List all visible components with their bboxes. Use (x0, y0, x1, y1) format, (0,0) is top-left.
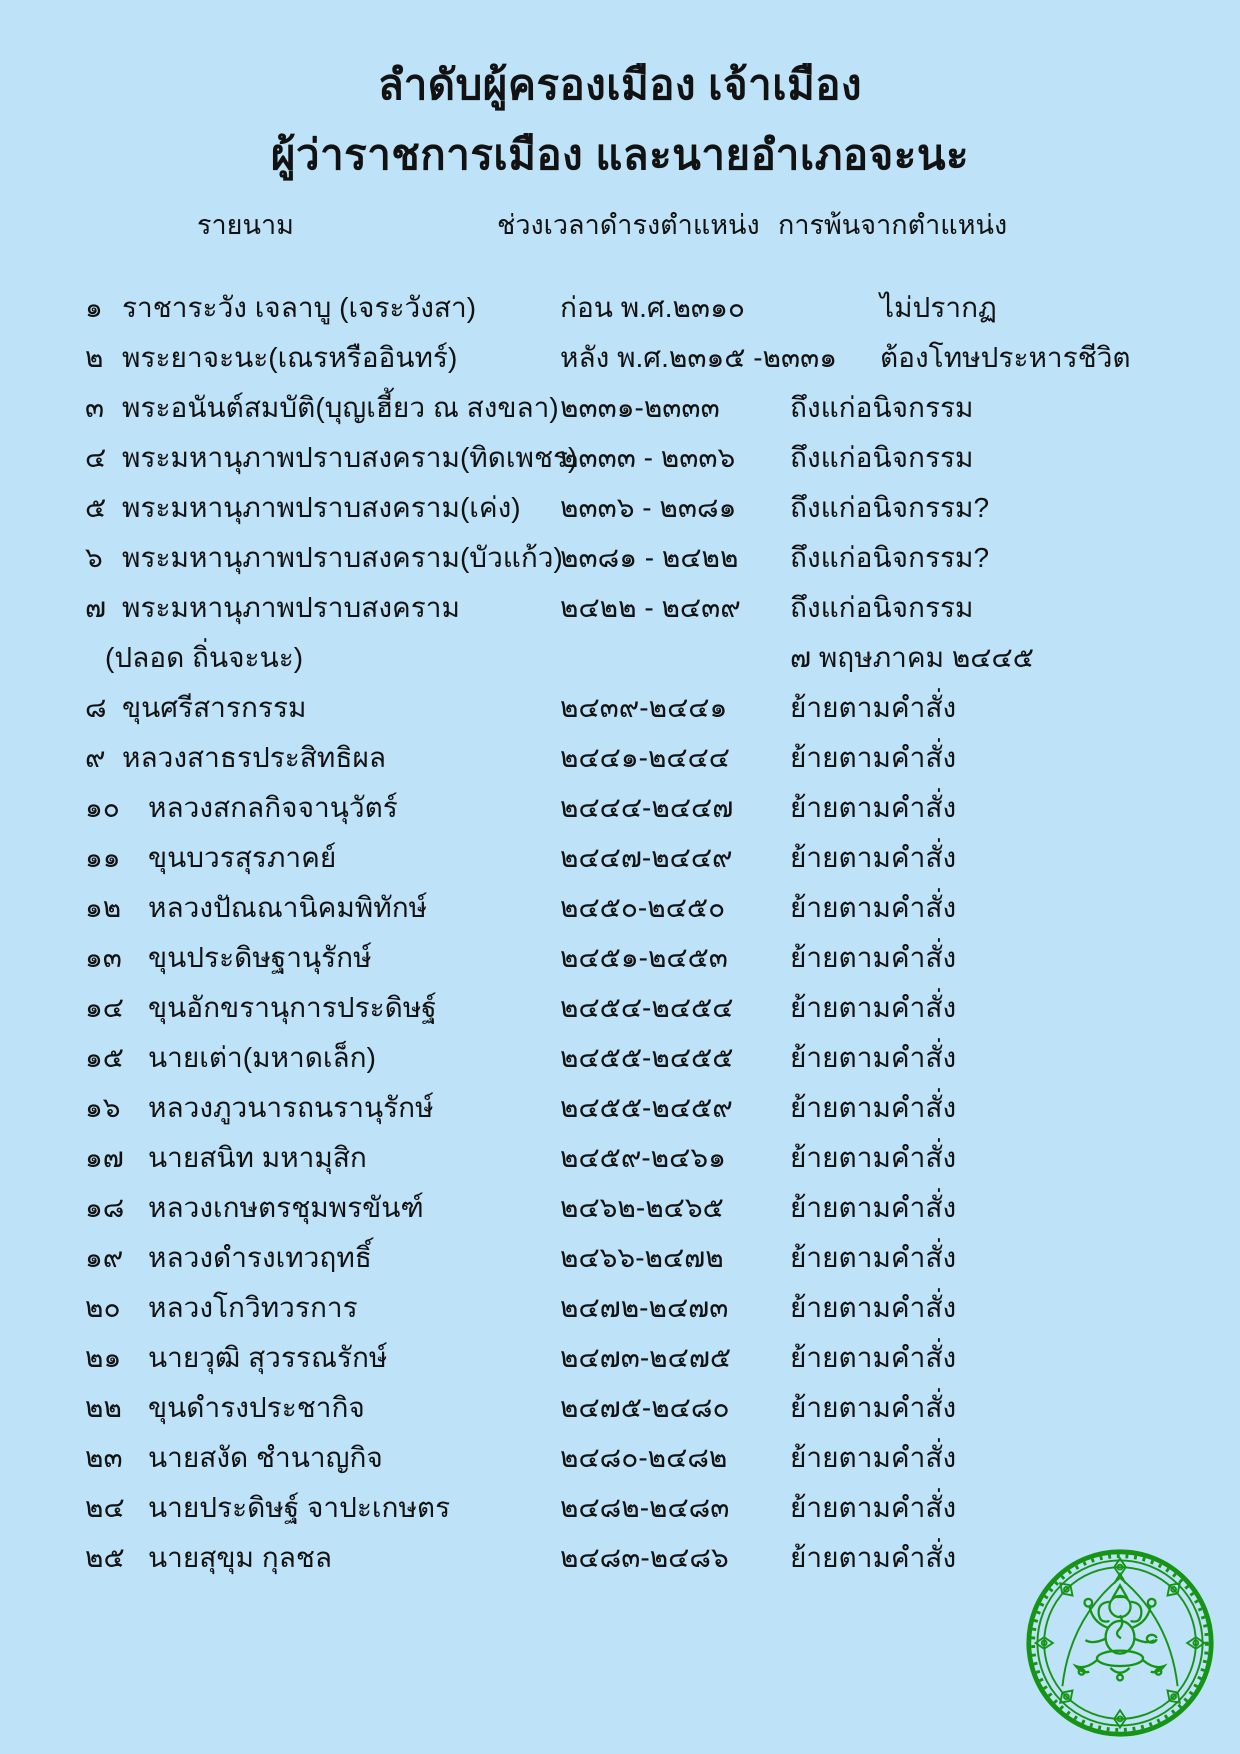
person-name: ขุนอักขรานุการประดิษฐ์ (148, 992, 437, 1023)
departure-reason: ถึงแก่อนิจกรรม? (790, 542, 990, 573)
person-name: หลวงโกวิทวรการ (148, 1292, 358, 1323)
person-name: หลวงภูวนารถนรานุรักษ์ (148, 1092, 434, 1123)
tenure-period: ๒๓๓๑-๒๓๓๓ (560, 392, 720, 423)
person-name: (ปลอด ถิ่นจะนะ) (105, 642, 304, 673)
row-number: ๒๔ (85, 1492, 125, 1523)
page-title-line1: ลำดับผู้ครองเมือง เจ้าเมือง (377, 61, 863, 108)
row-number: ๓ (85, 392, 105, 423)
row-number: ๑๒ (85, 892, 122, 923)
tenure-period: ๒๔๘๒-๒๔๘๓ (560, 1492, 730, 1523)
row-number: ๒๕ (85, 1542, 125, 1573)
departure-reason: ย้ายตามคำสั่ง (790, 892, 957, 923)
tenure-period: ๒๔๖๒-๒๔๖๕ (560, 1192, 724, 1223)
column-header-name: รายนาม (197, 210, 294, 240)
row-number: ๒๒ (85, 1392, 122, 1423)
person-name: นายสุขุม กุลชล (148, 1542, 333, 1573)
table-row (0, 583, 1240, 633)
person-name: ขุนศรีสารกรรม (122, 692, 307, 723)
person-name: นายประดิษฐ์ จาปะเกษตร (148, 1492, 451, 1523)
row-number: ๖ (85, 542, 103, 573)
person-name: ราชาระวัง เจลาบู (เจระวังสา) (122, 292, 477, 323)
person-name: พระยาจะนะ(เณรหรืออินทร์) (122, 342, 458, 373)
table-row (0, 683, 1240, 733)
departure-reason: ถึงแก่อนิจกรรม (790, 442, 974, 473)
person-name: หลวงสกลกิจจานุวัตร์ (148, 792, 398, 823)
departure-reason: ย้ายตามคำสั่ง (790, 1242, 957, 1273)
table-row (0, 1233, 1240, 1283)
row-number: ๗ (85, 592, 107, 623)
table-row (0, 1433, 1240, 1483)
tenure-period: ๒๔๘๓-๒๔๘๖ (560, 1542, 729, 1573)
table-row (0, 1283, 1240, 1333)
tenure-period: ก่อน พ.ศ.๒๓๑๐ (560, 292, 745, 323)
row-number: ๕ (85, 492, 107, 523)
person-name: พระมหานุภาพปราบสงคราม(ทิดเพชร) (122, 442, 578, 473)
person-name: ขุนประดิษฐานุรักษ์ (148, 942, 372, 973)
row-number: ๑๗ (85, 1142, 124, 1173)
row-number: ๑๖ (85, 1092, 121, 1123)
person-name: พระมหานุภาพปราบสงคราม (122, 592, 460, 623)
tenure-period: ๒๔๒๒ - ๒๔๓๙ (560, 592, 741, 623)
row-number: ๑๔ (85, 992, 124, 1023)
tenure-period: ๒๔๔๔-๒๔๔๗ (560, 792, 734, 823)
departure-reason: ถึงแก่อนิจกรรม (790, 592, 974, 623)
row-number: ๒๐ (85, 1292, 121, 1323)
departure-reason: ย้ายตามคำสั่ง (790, 1342, 957, 1373)
row-number: ๔ (85, 442, 107, 473)
tenure-period: ๒๔๕๕-๒๔๕๕ (560, 1042, 734, 1073)
table-row (0, 533, 1240, 583)
tenure-period: ๒๔๗๕-๒๔๘๐ (560, 1392, 730, 1423)
person-name: นายสนิท มหามุสิก (148, 1142, 367, 1173)
tenure-period: ๒๔๔๗-๒๔๔๙ (560, 842, 733, 873)
person-name: พระอนันต์สมบัติ(บุญเฮี้ยว ณ สงขลา) (122, 392, 559, 423)
table-row (0, 1133, 1240, 1183)
departure-reason: ย้ายตามคำสั่ง (790, 792, 957, 823)
person-name: นายเต่า(มหาดเล็ก) (148, 1042, 376, 1073)
departure-reason: ย้ายตามคำสั่ง (790, 842, 957, 873)
person-name: ขุนดำรงประชากิจ (148, 1392, 365, 1423)
row-number: ๑ (85, 292, 103, 323)
departure-reason: ย้ายตามคำสั่ง (790, 1142, 957, 1173)
tenure-period: ๒๔๕๕-๒๔๕๙ (560, 1092, 733, 1123)
departure-reason: ต้องโทษประหารชีวิต (880, 342, 1131, 373)
departure-reason: ย้ายตามคำสั่ง (790, 1492, 957, 1523)
table-row (0, 1483, 1240, 1533)
tenure-period: ๒๔๖๖-๒๔๗๒ (560, 1242, 724, 1273)
table-row (0, 1333, 1240, 1383)
table-row (0, 283, 1240, 333)
tenure-period: ๒๓๓๖ - ๒๓๘๑ (560, 492, 737, 523)
person-name: พระมหานุภาพปราบสงคราม(บัวแก้ว) (122, 542, 563, 573)
departure-reason: ย้ายตามคำสั่ง (790, 942, 957, 973)
row-number: ๘ (85, 692, 107, 723)
tenure-period: ๒๔๗๒-๒๔๗๓ (560, 1292, 729, 1323)
tenure-period: ๒๓๘๑ - ๒๔๒๒ (560, 542, 739, 573)
table-row (0, 1033, 1240, 1083)
departure-reason: ย้ายตามคำสั่ง (790, 742, 957, 773)
tenure-period: ๒๔๔๑-๒๔๔๔ (560, 742, 730, 773)
departure-reason: ย้ายตามคำสั่ง (790, 1442, 957, 1473)
person-name: หลวงสาธรประสิทธิผล (122, 742, 387, 773)
person-name: หลวงเกษตรชุมพรขันฑ์ (148, 1192, 424, 1223)
ruler-list (0, 283, 1240, 1583)
tenure-period: ๒๔๕๙-๒๔๖๑ (560, 1142, 726, 1173)
tenure-period: ๒๔๕๔-๒๔๕๔ (560, 992, 734, 1023)
table-row (0, 783, 1240, 833)
column-header-period: ช่วงเวลาดำรงตำแหน่ง (497, 210, 760, 240)
tenure-period: ๒๔๓๙-๒๔๔๑ (560, 692, 728, 723)
departure-reason: ย้ายตามคำสั่ง (790, 1292, 957, 1323)
tenure-period: หลัง พ.ศ.๒๓๑๕ -๒๓๓๑ (560, 342, 838, 373)
tenure-period: ๒๓๓๓ - ๒๓๓๖ (560, 442, 736, 473)
departure-reason: ย้ายตามคำสั่ง (790, 1192, 957, 1223)
departure-reason: ถึงแก่อนิจกรรม (790, 392, 974, 423)
ganesha-seal-icon (1024, 1547, 1216, 1739)
departure-reason: ถึงแก่อนิจกรรม? (790, 492, 990, 523)
person-name: นายวุฒิ สุวรรณรักษ์ (148, 1342, 388, 1373)
tenure-period: ๒๔๘๐-๒๔๘๒ (560, 1442, 728, 1473)
row-number: ๑๐ (85, 792, 120, 823)
row-number: ๑๓ (85, 942, 122, 973)
table-row (0, 633, 1240, 683)
person-name: พระมหานุภาพปราบสงคราม(เค่ง) (122, 492, 521, 523)
table-row (0, 833, 1240, 883)
row-number: ๑๑ (85, 842, 121, 873)
page-title-line2: ผู้ว่าราชการเมือง และนายอำเภอจะนะ (270, 131, 970, 178)
person-name: นายสงัด ชำนาญกิจ (148, 1442, 383, 1473)
table-row (0, 1183, 1240, 1233)
table-row (0, 383, 1240, 433)
row-number: ๒ (85, 342, 104, 373)
table-row (0, 983, 1240, 1033)
person-name: ขุนบวรสุรภาคย์ (148, 842, 337, 873)
row-number: ๑๕ (85, 1042, 124, 1073)
tenure-period: ๒๔๕๐-๒๔๕๐ (560, 892, 726, 923)
row-number: ๒๓ (85, 1442, 123, 1473)
table-row (0, 733, 1240, 783)
departure-reason: ย้ายตามคำสั่ง (790, 692, 957, 723)
row-number: ๑๙ (85, 1242, 124, 1273)
departure-reason: ย้ายตามคำสั่ง (790, 1092, 957, 1123)
row-number: ๒๑ (85, 1342, 122, 1373)
person-name: หลวงปัณณานิคมพิทักษ์ (148, 892, 428, 923)
table-row (0, 933, 1240, 983)
table-row (0, 1383, 1240, 1433)
tenure-period: ๒๔๗๓-๒๔๗๕ (560, 1342, 732, 1373)
departure-reason: ๗ พฤษภาคม ๒๔๔๕ (790, 642, 1034, 673)
table-row (0, 483, 1240, 533)
departure-reason: ย้ายตามคำสั่ง (790, 1392, 957, 1423)
tenure-period: ๒๔๕๑-๒๔๕๓ (560, 942, 728, 973)
table-row (0, 433, 1240, 483)
departure-reason: ไม่ปรากฏ (880, 292, 997, 323)
row-number: ๑๘ (85, 1192, 125, 1223)
departure-reason: ย้ายตามคำสั่ง (790, 1542, 957, 1573)
person-name: หลวงดำรงเทวฤทธิ์ (148, 1242, 372, 1273)
table-row (0, 333, 1240, 383)
departure-reason: ย้ายตามคำสั่ง (790, 1042, 957, 1073)
column-header-departure: การพ้นจากตำแหน่ง (778, 210, 1008, 240)
table-row (0, 1083, 1240, 1133)
departure-reason: ย้ายตามคำสั่ง (790, 992, 957, 1023)
table-row (0, 883, 1240, 933)
row-number: ๙ (85, 742, 106, 773)
